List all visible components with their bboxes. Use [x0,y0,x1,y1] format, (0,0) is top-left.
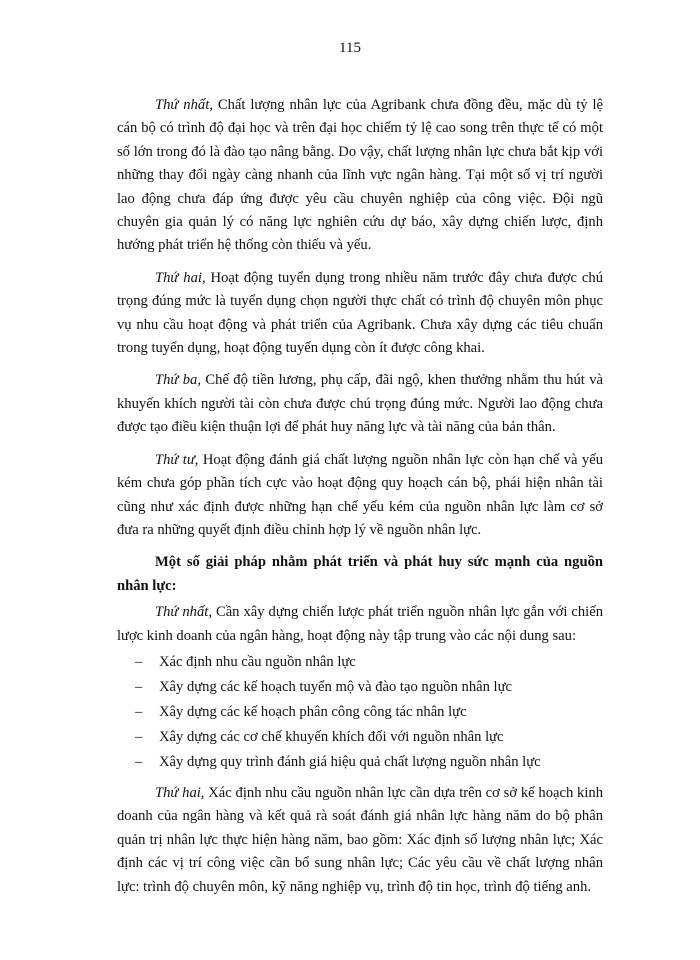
paragraph-text: Chế độ tiền lương, phụ cấp, đãi ngộ, khen thưởng nhằm thu hút và khuyến khích người tài còn chưa được chú trọng đúng mức. Người lao động chưa được tạo điều kiện thuận lợi để phát huy năng lực và tài năng của bản thân. [117,372,603,436]
page-number: 115 [339,40,361,56]
list-item [117,676,603,699]
list-item-text: Xây dựng các kế hoạch phân công công tác nhân lực [159,703,467,720]
list-item [117,651,603,674]
paragraph-text: Xác định nhu cầu nguồn nhân lực cần dựa trên cơ sở kế hoạch kinh doanh của ngân hàng và kết quả rà soát đánh giá nhân lực hàng năm do bộ phân quản trị nhân lực thực hiện hàng năm, bao gồm: Xác định số lượng nhân lực; Xác định các vị trí công việc cần bổ sung nhân lực; Các yêu cầu về chất lượng nhân lực: trình độ chuyên môn, kỹ năng nghiệp vụ, trình độ tin học, trình độ tiếng anh. [117,784,603,895]
list-item-text: Xây dựng các kế hoạch tuyển mộ và đào tạo nguồn nhân lực [159,678,512,695]
dash-bullet-icon: – [135,703,143,720]
list-item [117,701,603,724]
paragraph-lead: Thứ nhất, [155,604,212,621]
paragraph-lead: Thứ nhất, [155,97,213,113]
paragraph-weakness-1 [117,94,603,258]
paragraph-solution-2 [117,782,603,899]
document-body [117,94,603,908]
paragraph-weakness-2 [117,267,603,361]
paragraph-text: Chất lượng nhân lực của Agribank chưa đồng đều, mặc dù tỷ lệ cán bộ có trình độ đại học và trên đại học chiếm tỷ lệ cao song trên thực tế có một số lớn trong đó là đào tạo nâng bằng. Do vậy, chất lượng nhân lực chưa bắt kịp với những thay đổi ngày càng nhanh của lĩnh vực ngân hàng. Tại một số vị trí người lao động chưa đáp ứng được yêu cầu chuyên nghiệp của công việc. Đội ngũ chuyên gia quản lý có năng lực nghiên cứu dự báo, xây dựng chiến lược, định hướng phát triển hệ thống còn thiếu và yếu. [117,97,603,254]
paragraph-weakness-4 [117,449,603,543]
dash-bullet-icon: – [135,653,143,670]
dash-bullet-icon: – [135,678,143,695]
paragraph-text: Hoạt động tuyển dụng trong nhiều năm trước đây chưa được chú trọng đúng mức là tuyển dụng chọn người thực chất có trình độ chuyên môn phục vụ nhu cầu hoạt động và phát triển của Agribank. Chưa xây dựng các tiêu chuẩn trong tuyển dụng, hoạt động tuyển dụng còn ít được công khai. [117,269,603,357]
paragraph-lead: Thứ hai, [155,269,206,286]
paragraph-text: Hoạt động đánh giá chất lượng nguồn nhân lực còn hạn chế và yếu kém chưa góp phần tích cực vào hoạt động quy hoạch cán bộ, phái hiện nhân tài cũng như xác định được những hạn chế yếu kém của nguồn nhân lực làm cơ sở đưa ra những quyết định điều chỉnh hợp lý về nguồn nhân lực. [117,451,604,538]
paragraph-text: Cần xây dựng chiến lược phát triển nguồn nhân lực gắn với chiến lược kinh doanh của ngân hàng, hoạt động này tập trung vào các nội dung sau: [117,604,603,644]
solution-bullet-list [117,651,603,774]
paragraph-lead: Thứ tư, [155,451,199,468]
solutions-heading: Một số giải pháp nhằm phát triển và phát huy sức mạnh của nguồn nhân lực: [117,554,603,594]
dash-bullet-icon: – [135,753,143,770]
list-item [117,726,603,749]
dash-bullet-icon: – [135,728,143,745]
list-item [117,751,603,774]
list-item-text: Xác định nhu cầu nguồn nhân lực [159,653,356,670]
paragraph-solution-1 [117,601,603,648]
list-item-text: Xây dựng các cơ chế khuyến khích đối với nguồn nhân lực [159,728,504,745]
paragraph-lead: Thứ hai, [155,784,205,801]
paragraph-lead: Thứ ba, [155,372,202,389]
paragraph-weakness-3 [117,369,603,439]
list-item-text: Xây dựng quy trình đánh giá hiệu quả chất lượng nguồn nhân lực [159,753,541,770]
